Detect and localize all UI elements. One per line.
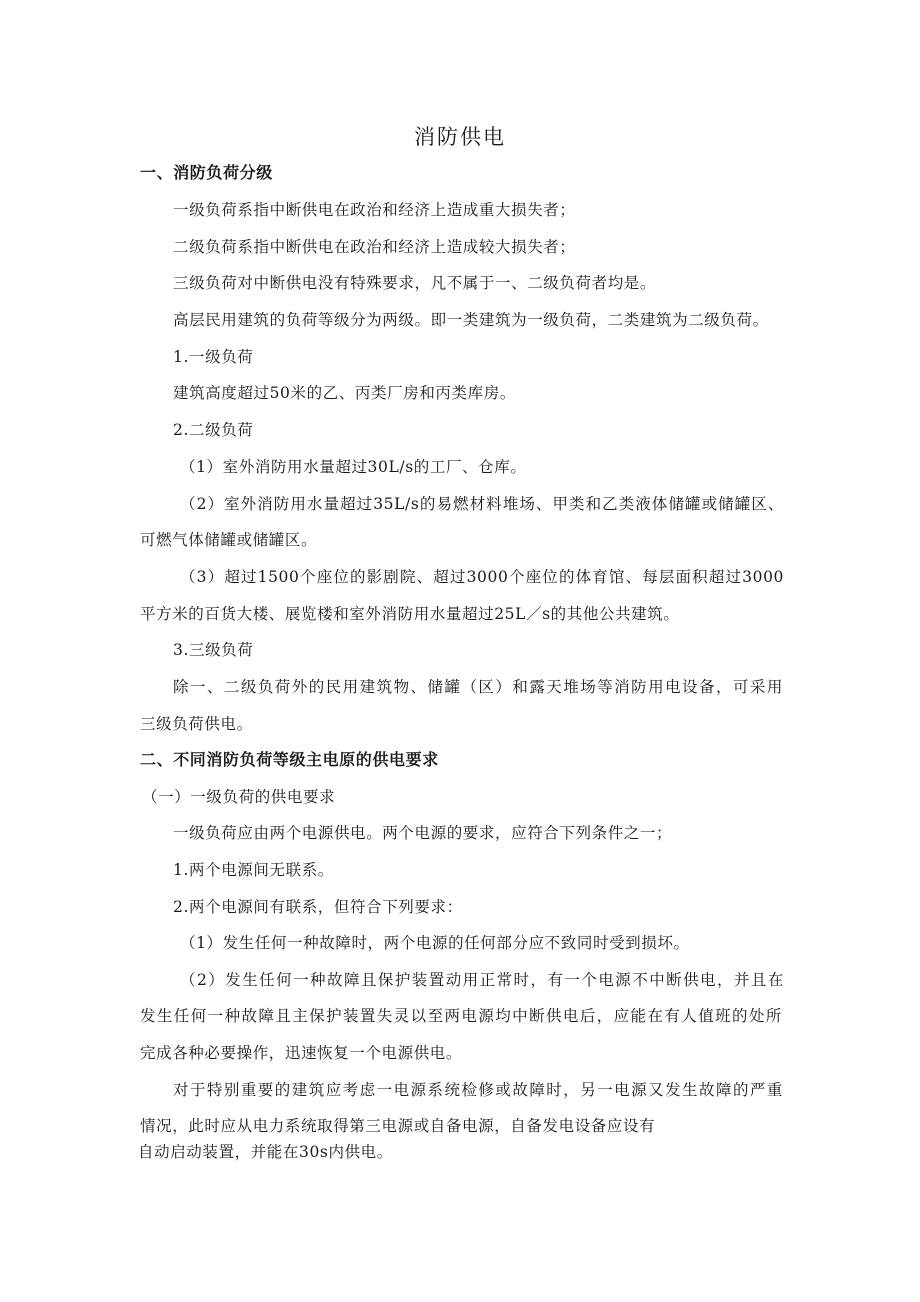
section-heading: 二、不同消防负荷等级主电原的供电要求 [140, 750, 439, 769]
paragraph-line: 高层民用建筑的负荷等级分为两级。即一类建筑为一级负荷，二类建筑为二级负荷。 [173, 311, 769, 329]
paragraph-line: 三级负荷供电。 [140, 715, 253, 733]
paragraph-line: （3）超过1500个座位的影剧院、超过3000个座位的体育馆、每层面积超过3000 [180, 568, 784, 586]
paragraph-line: 除一、二级负荷外的民用建筑物、储罐（区）和露天堆场等消防用电设备，可采用 [173, 678, 783, 696]
paragraph-line: 情况，此时应从电力系统取得第三电源或自备电源，自备发电设备应设有 [140, 1117, 656, 1135]
paragraph-line: 1.两个电源间无联系。 [173, 861, 334, 879]
paragraph-line: 一级负荷系指中断供电在政治和经济上造成重大损失者； [173, 201, 576, 219]
paragraph-line: 一级负荷应由两个电源供电。两个电源的要求，应符合下列条件之一； [173, 824, 673, 842]
paragraph-line: 对于特别重要的建筑应考虑一电源系统检修或故障时，另一电源又发生故障的严重 [173, 1081, 783, 1099]
paragraph-line: （1）发生任何一种故障时，两个电源的任何部分应不致同时受到损坏。 [180, 934, 690, 952]
subsection-heading: 1.一级负荷 [173, 348, 254, 366]
section-heading: 一、消防负荷分级 [140, 163, 273, 182]
paragraph-line: 平方米的百货大楼、展览楼和室外消防用水量超过25L／s的其他公共建筑。 [140, 605, 680, 623]
paragraph-line: 三级负荷对中断供电没有特殊要求，凡不属于一、二级负荷者均是。 [173, 274, 657, 292]
paragraph-line: （1）室外消防用水量超过30L/s的工厂、仓库。 [180, 458, 527, 476]
subsection-heading: 2.二级负荷 [173, 421, 254, 439]
subsection-heading: （一）一级负荷的供电要求 [142, 788, 336, 806]
paragraph-line: （2）室外消防用水量超过35L/s的易燃材料堆场、甲类和乙类液体储罐或储罐区、 [180, 495, 784, 513]
subsection-heading: 3.三级负荷 [173, 641, 254, 659]
page-title: 消防供电 [414, 125, 506, 149]
paragraph-line: 建筑高度超过50米的乙、丙类厂房和丙类库房。 [173, 384, 516, 402]
paragraph-line: （2）发生任何一种故障且保护装置动用正常时，有一个电源不中断供电，并且在 [180, 971, 784, 989]
paragraph-line: 可燃气体储罐或储罐区。 [140, 531, 318, 549]
paragraph-line: 完成各种必要操作，迅速恢复一个电源供电。 [140, 1044, 463, 1062]
paragraph-line: 自动启动装置，并能在30s内供电。 [138, 1143, 393, 1161]
paragraph-line: 二级负荷系指中断供电在政治和经济上造成较大损失者； [173, 238, 576, 256]
paragraph-line: 发生任何一种故障且主保护装置失灵以至两电源均中断供电后，应能在有人值班的处所 [140, 1007, 782, 1025]
paragraph-line: 2.两个电源间有联系，但符合下列要求： [173, 898, 463, 916]
